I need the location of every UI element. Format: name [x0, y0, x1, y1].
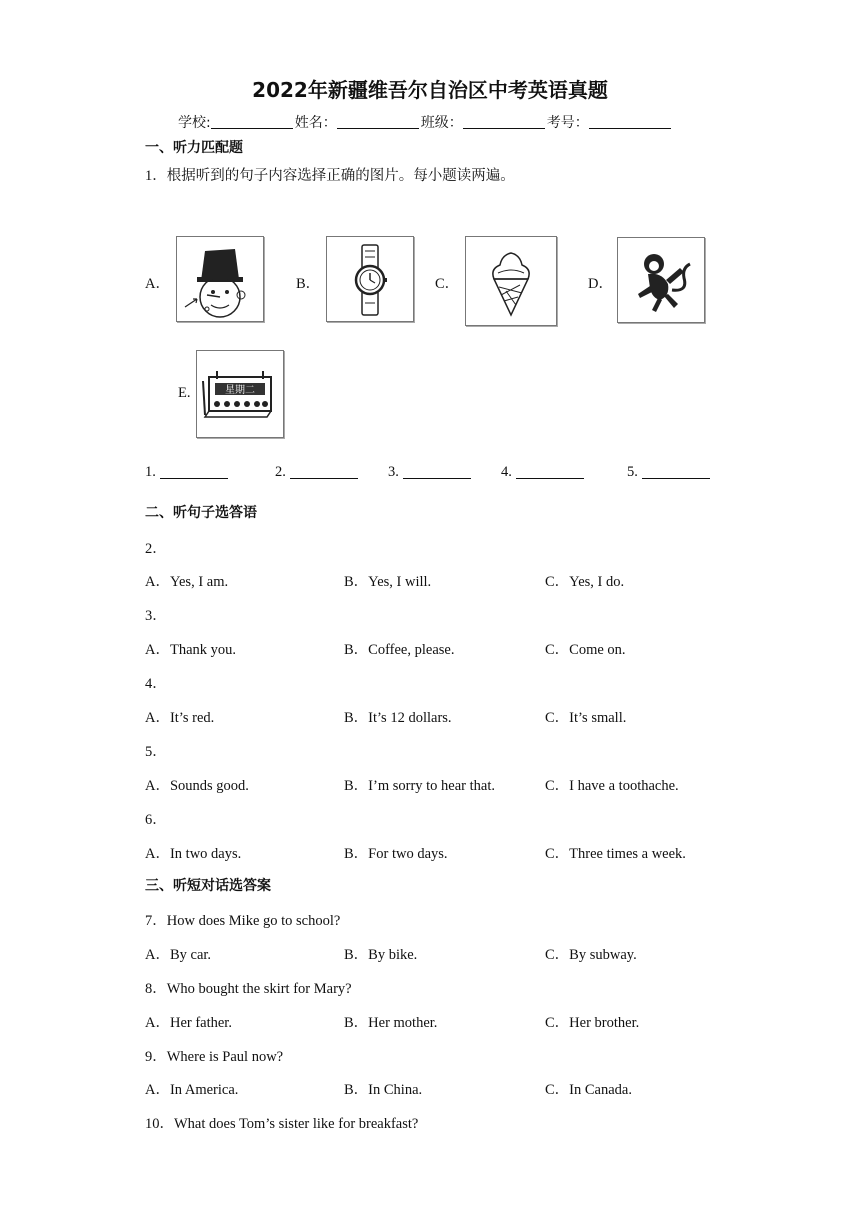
answer-blank[interactable]	[160, 464, 228, 479]
answer-slot-2[interactable]	[275, 464, 358, 481]
number-label: 考号：	[546, 115, 589, 131]
option-c[interactable]: C．Come on.	[545, 642, 626, 658]
monkey-icon	[618, 238, 704, 322]
question-text: 8．Who bought the skirt for Mary?	[145, 981, 352, 997]
option-c[interactable]: C．Her brother.	[545, 1015, 640, 1031]
picture-b-watch	[326, 236, 414, 322]
option-c[interactable]: C．Three times a week.	[545, 846, 686, 862]
option-a[interactable]: A．In two days.	[145, 846, 242, 862]
answer-slot-3[interactable]	[388, 464, 471, 481]
question-number: 6．	[145, 812, 167, 828]
picture-label-c: C．	[435, 276, 460, 292]
answer-blank[interactable]	[516, 464, 584, 479]
option-a[interactable]: A．It’s red.	[145, 710, 215, 726]
answer-number: 5.	[627, 464, 638, 480]
option-a[interactable]: A．Thank you.	[145, 642, 237, 658]
picture-d-monkey	[617, 237, 705, 323]
watch-icon	[327, 237, 413, 321]
option-b[interactable]: B．I’m sorry to hear that.	[344, 778, 496, 794]
picture-label-e: E.	[178, 385, 191, 401]
answer-number: 1.	[145, 464, 156, 480]
option-b[interactable]: B．In China.	[344, 1082, 423, 1098]
answer-blank[interactable]	[403, 464, 471, 479]
option-c[interactable]: C．In Canada.	[545, 1082, 632, 1098]
calendar-icon	[197, 351, 283, 437]
option-a[interactable]: A．In America.	[145, 1082, 239, 1098]
option-c[interactable]: C．By subway.	[545, 947, 637, 963]
option-b[interactable]: B．By bike.	[344, 947, 418, 963]
ice-cream-icon	[466, 237, 556, 325]
section-heading-1: 一、听力匹配题	[145, 140, 243, 156]
answer-number: 3.	[388, 464, 399, 480]
student-info-line	[178, 112, 673, 132]
section-heading-2: 二、听句子选答语	[145, 505, 257, 521]
answer-slot-5[interactable]	[627, 464, 710, 481]
option-a[interactable]: A．Sounds good.	[145, 778, 249, 794]
answer-blank[interactable]	[642, 464, 710, 479]
school-blank[interactable]	[211, 114, 293, 129]
picture-e-calendar	[196, 350, 284, 438]
question-number: 5．	[145, 744, 167, 760]
answer-slot-1[interactable]	[145, 464, 228, 481]
calendar-weekday-text: 星期二	[225, 385, 255, 396]
question-text: 9．Where is Paul now?	[145, 1049, 284, 1065]
option-b[interactable]: B．It’s 12 dollars.	[344, 710, 452, 726]
option-b[interactable]: B．For two days.	[344, 846, 448, 862]
option-a[interactable]: A．Yes, I am.	[145, 574, 229, 590]
page-title: 2022年新疆维吾尔自治区中考英语真题	[252, 78, 608, 102]
picture-a-snowman	[176, 236, 264, 322]
question-number: 2．	[145, 541, 167, 557]
picture-label-a: A．	[145, 276, 170, 292]
school-label: 学校:	[178, 115, 211, 131]
class-label: 班级：	[420, 115, 463, 131]
answer-number: 4.	[501, 464, 512, 480]
option-b[interactable]: B．Her mother.	[344, 1015, 438, 1031]
number-blank[interactable]	[589, 114, 671, 129]
picture-label-d: D．	[588, 276, 613, 292]
name-blank[interactable]	[337, 114, 419, 129]
answer-blank[interactable]	[290, 464, 358, 479]
option-c[interactable]: C．I have a toothache.	[545, 778, 679, 794]
answer-number: 2.	[275, 464, 286, 480]
question-number: 3．	[145, 608, 167, 624]
question-1-text: 1．根据听到的句子内容选择正确的图片。每小题读两遍。	[145, 168, 515, 184]
option-a[interactable]: A．By car.	[145, 947, 212, 963]
option-b[interactable]: B．Coffee, please.	[344, 642, 455, 658]
option-c[interactable]: C．Yes, I do.	[545, 574, 625, 590]
picture-c-icecream	[465, 236, 557, 326]
option-a[interactable]: A．Her father.	[145, 1015, 232, 1031]
question-number: 4．	[145, 676, 167, 692]
section-heading-3: 三、听短对话选答案	[145, 878, 271, 894]
question-text: 7．How does Mike go to school?	[145, 913, 341, 929]
answer-slot-4[interactable]	[501, 464, 584, 481]
name-label: 姓名：	[294, 115, 337, 131]
option-b[interactable]: B．Yes, I will.	[344, 574, 432, 590]
question-text: 10．What does Tom’s sister like for breakfast?	[145, 1116, 419, 1132]
class-blank[interactable]	[463, 114, 545, 129]
picture-label-b: B．	[296, 276, 321, 292]
snowman-icon	[177, 237, 263, 321]
option-c[interactable]: C．It’s small.	[545, 710, 627, 726]
